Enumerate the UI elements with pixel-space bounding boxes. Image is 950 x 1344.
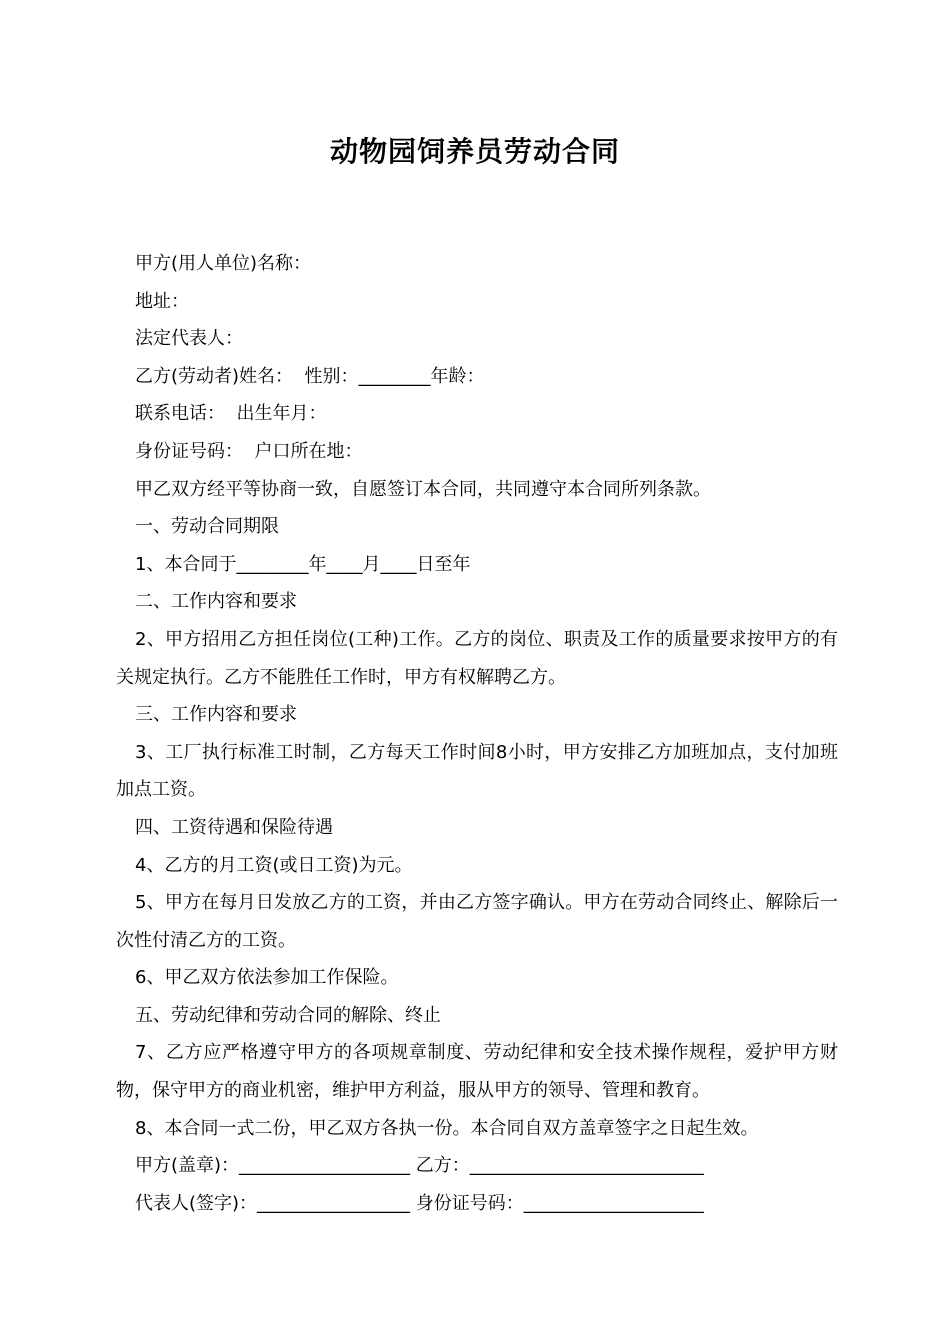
- clause-2: 2、甲方招用乙方担任岗位(工种)工作。乙方的岗位、职责及工作的质量要求按甲方的有关规定执行。乙方不能胜任工作时，甲方有权解聘乙方。: [116, 628, 838, 688]
- party-a-address-line: 地址：: [135, 290, 189, 312]
- section-heading-discipline-termination: 五、劳动纪律和劳动合同的解除、终止: [135, 1004, 441, 1026]
- clause-4: 4、乙方的月工资(或日工资)为元。: [135, 854, 413, 876]
- contact-phone-line: 联系电话： 出生年月：: [135, 403, 327, 425]
- section-heading-work-requirements: 三、工作内容和要求: [135, 704, 297, 726]
- clause-7: 7、乙方应严格遵守甲方的各项规章制度、劳动纪律和安全技术操作规程，爱护甲方财物，保守甲方的商业机密，维护甲方利益，服从甲方的领导、管理和教育。: [116, 1042, 838, 1102]
- contract-body: [116, 245, 838, 1222]
- document-title: 动物园饲养员劳动合同: [329, 135, 620, 168]
- section-heading-work-content: 二、工作内容和要求: [135, 591, 297, 613]
- section-heading-contract-term: 一、劳动合同期限: [135, 516, 279, 538]
- clause-6: 6、甲乙双方依法参加工作保险。: [135, 967, 399, 989]
- section-heading-wages-insurance: 四、工资待遇和保险待遇: [135, 816, 333, 838]
- signature-line-party-a: 甲方(盖章)：___________________ 乙方：__________________________: [135, 1155, 704, 1177]
- party-b-name-line: 乙方(劳动者)姓名： 性别：________年龄：: [135, 365, 485, 387]
- agreement-statement: 甲乙双方经平等协商一致，自愿签订本合同，共同遵守本合同所列条款。: [135, 478, 711, 500]
- clause-8: 8、本合同一式二份，甲乙双方各执一份。本合同自双方盖章签字之日起生效。: [135, 1117, 759, 1139]
- legal-representative-line: 法定代表人：: [135, 328, 243, 350]
- party-a-name-line: 甲方(用人单位)名称：: [135, 253, 312, 274]
- clause-1: 1、本合同于________年____月____日至年: [135, 553, 471, 575]
- id-number-line: 身份证号码： 户口所在地：: [135, 440, 363, 462]
- signature-line-representative: 代表人(签字)：_________________ 身份证号码：____________________: [135, 1192, 704, 1214]
- clause-5: 5、甲方在每月日发放乙方的工资，并由乙方签字确认。甲方在劳动合同终止、解除后一次性付清乙方的工资。: [116, 892, 838, 951]
- clause-3: 3、工厂执行标准工时制，乙方每天工作时间8小时，甲方安排乙方加班加点，支付加班加点工资。: [116, 741, 838, 801]
